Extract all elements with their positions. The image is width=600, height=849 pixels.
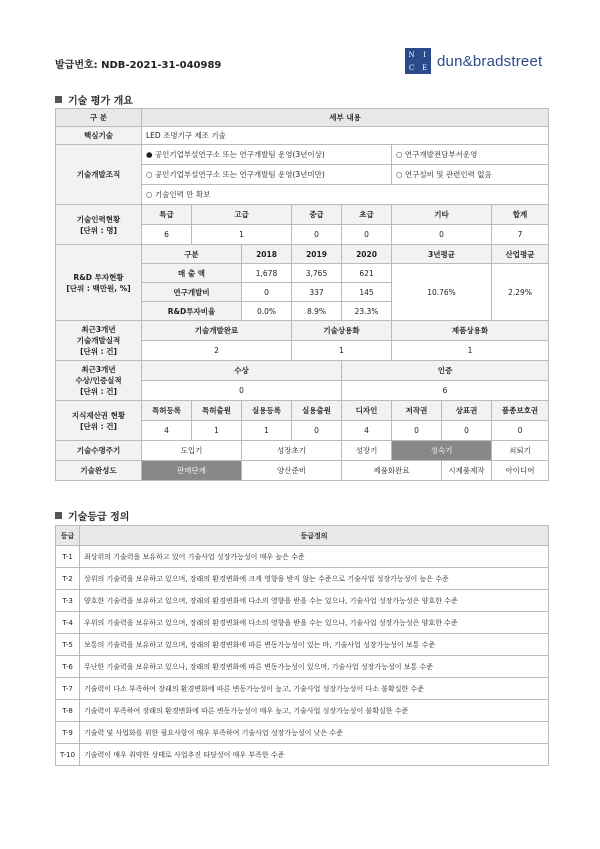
table-row: T-2 상위의 기술력을 보유하고 있으며, 장래의 환경변화에 크게 영향을 받지 않는 수준으로 기술사업 성장가능성이 높은 수준 bbox=[56, 568, 549, 590]
rd-label: R&D 투자현황 [단위 : 백만원, %] bbox=[56, 245, 142, 321]
table-row: T-1 최상위의 기술력을 보유하고 있어 기술사업 성장가능성이 매우 높은 수준 bbox=[56, 546, 549, 568]
org-label: 기술개발조직 bbox=[56, 145, 142, 205]
completion-stage-selected: 판매단계 bbox=[142, 461, 242, 481]
lifecycle-stage: 쇠퇴기 bbox=[492, 441, 549, 461]
section-title-overview: 기술 평가 개요 bbox=[55, 92, 133, 107]
section-bullet-icon bbox=[55, 512, 62, 519]
completion-stage: 양산준비 bbox=[242, 461, 342, 481]
lifecycle-stage: 성장초기 bbox=[242, 441, 342, 461]
org-option: ○ 공인기업부설연구소 또는 연구개발팀 운영(3년미만) bbox=[142, 165, 392, 185]
dnb-logo-text: dun&bradstreet bbox=[437, 52, 543, 70]
lifecycle-stage: 성장기 bbox=[342, 441, 392, 461]
nice-logo-box: N I C E bbox=[405, 48, 431, 74]
completion-stage: 시제품제작 bbox=[442, 461, 492, 481]
table-row: T-7 기술력이 다소 부족하여 장래의 환경변화에 따른 변동가능성이 높고, 기술사업 성장가능성이 다소 불확실한 수준 bbox=[56, 678, 549, 700]
lifecycle-stage-selected: 성숙기 bbox=[392, 441, 492, 461]
grade-definition-table: 등급 등급정의 T-1 최상위의 기술력을 보유하고 있어 기술사업 성장가능성이 매우 높은 수준 T-2 상위의 기술력을 보유하고 있으며, 장래의 환경변화에 크게 영향을 받지 않는 수준으로 기술사업 성장가능성이 높은 수준 T-3 양호한 기술력을 보유하고 있으며, 장래의 환경변화에 다소의 영향을 받을 수는 있으나, 기술사업 성장가능성은 양호한 수준 T-4 우위의 기술력을 보유하고 있으며, 장래의 환경변화에 다소의 영향을 받을 수는 있으나, 기술사업 성장가능성은 양호한 수준 T-5 보통의 기술력을 보유하고 있으며, 장래의 환경변화에 따른 변동가능성이 있는 바, 기술사업 성장가능성이 보통 수준 T-6 무난한 기술력을 보유하고 있으나, 장래의 환경변화에 따른 변동가능성이 있으며, 기술사업 성장가능성이 보통 수준 T-7 기술력이 다소 부족하여 장래의 환경변화에 따른 변동가능성이 높고, 기술사업 성장가능성이 다소 불확실한 수준 T-8 기술력이 부족하여 장래의 환경변화에 따른 변동가능성이 매우 높고, 기술사업 성장가능성이 불확실한 수준 T-9 기술력 및 사업화를 위한 필요사항이 매우 부족하여 기술사업 성장가능성이 낮은 수준 T-10 기술력이 매우 취약한 상태로 사업추진 타당성이 매우 부족한 수준 bbox=[55, 525, 549, 766]
core-tech-label: 핵심기술 bbox=[56, 127, 142, 145]
completion-stage: 제품화완료 bbox=[342, 461, 442, 481]
section-title-grades: 기술등급 정의 bbox=[55, 508, 129, 523]
table-row: T-5 보통의 기술력을 보유하고 있으며, 장래의 환경변화에 따른 변동가능성이 있는 바, 기술사업 성장가능성이 보통 수준 bbox=[56, 634, 549, 656]
page-header bbox=[0, 0, 600, 90]
org-option: ○ 기술인력 만 확보 bbox=[142, 185, 549, 205]
org-option: ○ 연구설비 및 관련인력 없음 bbox=[392, 165, 549, 185]
lifecycle-stage: 도입기 bbox=[142, 441, 242, 461]
personnel-label: 기술인력현황 [단위 : 명] bbox=[56, 205, 142, 245]
completion-label: 기술완성도 bbox=[56, 461, 142, 481]
dev-label: 최근3개년 기술개발실적 [단위 : 건] bbox=[56, 321, 142, 361]
org-option: ● 공인기업부설연구소 또는 연구개발팀 운영(3년이상) bbox=[142, 145, 392, 165]
overview-table: 구 분 세부 내용 핵심기술 LED 조명기구 제조 기술 기술개발조직 ● 공인기업부설연구소 또는 연구개발팀 운영(3년이상) ○ 연구개발전담부서운영 ○ 공인기업부설연구소 또는 연구개발팀 운영(3년미만) ○ 연구설비 및 관련인력 없음 ○ 기술인력 만 확보 기술인력현황 [단위 : 명] 특급 고급 중급 초급 기타 합계 6 1 0 0 0 7 R&D 투자현황 [단위 : 백만원, %] 구분 2018 2019 2020 3년평균 산업평균 매 출 액 1,678 3,765 621 10.76% 2.29% 연구개발비 0 337 145 R&D투자비율 0.0% 8.9% 23.3% 최근3개년 기술개발실적 [단위 : 건] 기술개발완료 기술상용화 제품상용화 2 1 1 최근3개년 수상/인증실적 [단위 : 건] 수상 인증 0 6 지식재산권 현황 [단위 : 건] 특허등록 특허출원 실용등록 실용출원 디자인 저작권 상표권 품종보호권 4 1 1 0 4 0 0 0 기술수명주기 도입기 성장초기 성장기 성숙기 쇠퇴기 기술완성도 판매단계 양산준비 제품화완료 시제품제작 아이디어 bbox=[55, 108, 549, 481]
award-label: 최근3개년 수상/인증실적 [단위 : 건] bbox=[56, 361, 142, 401]
table-row: T-6 무난한 기술력을 보유하고 있으나, 장래의 환경변화에 따른 변동가능성이 있으며, 기술사업 성장가능성이 보통 수준 bbox=[56, 656, 549, 678]
table-row: T-4 우위의 기술력을 보유하고 있으며, 장래의 환경변화에 다소의 영향을 받을 수는 있으나, 기술사업 성장가능성은 양호한 수준 bbox=[56, 612, 549, 634]
nice-dnb-logo bbox=[405, 48, 542, 74]
completion-stage: 아이디어 bbox=[492, 461, 549, 481]
lifecycle-label: 기술수명주기 bbox=[56, 441, 142, 461]
rd-three-year-avg: 10.76% bbox=[392, 264, 492, 321]
org-option: ○ 연구개발전담부서운영 bbox=[392, 145, 549, 165]
ip-label: 지식재산권 현황 [단위 : 건] bbox=[56, 401, 142, 441]
table-row: T-10 기술력이 매우 취약한 상태로 사업추진 타당성이 매우 부족한 수준 bbox=[56, 744, 549, 766]
rd-industry-avg: 2.29% bbox=[492, 264, 549, 321]
table-row: T-3 양호한 기술력을 보유하고 있으며, 장래의 환경변화에 다소의 영향을 받을 수는 있으나, 기술사업 성장가능성은 양호한 수준 bbox=[56, 590, 549, 612]
section-bullet-icon bbox=[55, 96, 62, 103]
table-row: T-9 기술력 및 사업화를 위한 필요사항이 매우 부족하여 기술사업 성장가능성이 낮은 수준 bbox=[56, 722, 549, 744]
table-row: T-8 기술력이 부족하여 장래의 환경변화에 따른 변동가능성이 매우 높고, 기술사업 성장가능성이 불확실한 수준 bbox=[56, 700, 549, 722]
core-tech-value: LED 조명기구 제조 기술 bbox=[142, 127, 549, 145]
issue-number: 발급번호: NDB-2021-31-040989 bbox=[55, 60, 222, 71]
